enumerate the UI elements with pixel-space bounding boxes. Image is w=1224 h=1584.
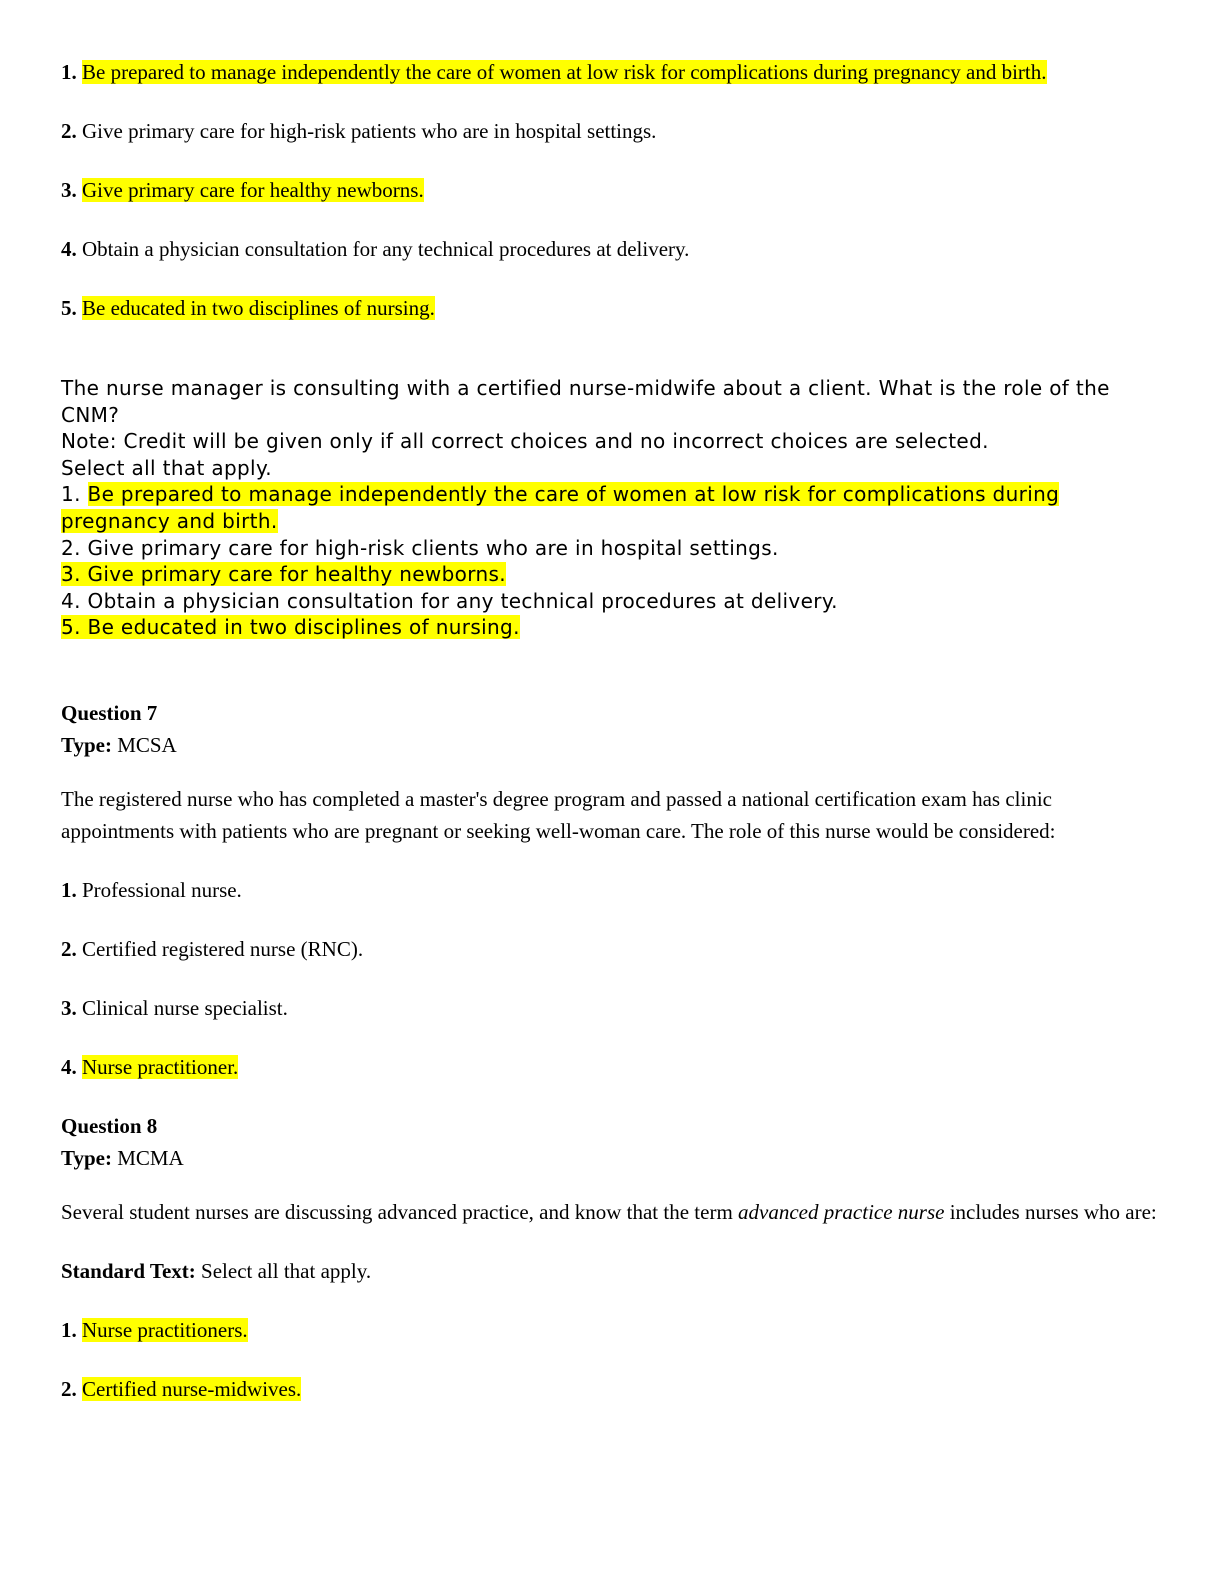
question-stem: The nurse manager is consulting with a certified nurse-midwife about a client. What is the role of the CNM?: [61, 376, 1110, 427]
highlighted-answer: Nurse practitioner.: [82, 1054, 239, 1079]
document-page: [61, 56, 1161, 1405]
option-4: 4. Obtain a physician consultation for any technical procedures at delivery.: [61, 588, 838, 613]
question-8: [61, 1110, 1161, 1405]
question-instruction: Select all that apply.: [61, 455, 273, 480]
standard-text: Standard Text: Select all that apply.: [61, 1258, 372, 1283]
highlighted-answer: Nurse practitioners.: [82, 1317, 248, 1342]
answer-option-4: 4. Nurse practitioner.: [61, 1054, 239, 1079]
highlighted-answer: Be prepared to manage independently the care of women at low risk for complications during pregnancy and birth.: [61, 482, 1060, 533]
highlighted-answer: 3. Give primary care for healthy newborns.: [61, 562, 506, 587]
answer-option-5: 5. Be educated in two disciplines of nursing.: [61, 296, 435, 320]
question-type: Type: MCSA: [61, 732, 177, 757]
option-3: [61, 561, 1161, 588]
answer-option-2: 2. Certified registered nurse (RNC).: [61, 936, 364, 961]
question-stem: The registered nurse who has completed a master's degree program and passed a national certification exam has clinic appointments with patients who are pregnant or seeking well-woman care. The role of this nurse would be considered:: [61, 786, 1056, 843]
option-1: 1. Be prepared to manage independently the care of women at low risk for complications during pregnancy and birth.: [61, 482, 1060, 533]
highlighted-answer: Be prepared to manage independently the care of women at low risk for complications during pregnancy and birth.: [82, 60, 1047, 84]
option-2: 2. Give primary care for high-risk clients who are in hospital settings.: [61, 535, 779, 560]
highlighted-answer: 5. Be educated in two disciplines of nursing.: [61, 615, 520, 640]
answer-option-3: 3. Give primary care for healthy newborns.: [61, 178, 424, 202]
cnm-question-block: [61, 375, 1161, 641]
answer-option-2: 2. Certified nurse-midwives.: [61, 1376, 302, 1401]
question-title: Question 7: [61, 700, 158, 725]
question-type: Type: MCMA: [61, 1145, 184, 1170]
question-7: [61, 697, 1161, 1083]
answer-option-1: 1. Nurse practitioners.: [61, 1317, 248, 1342]
highlighted-answer: Give primary care for healthy newborns.: [82, 178, 424, 202]
question-note: Note: Credit will be given only if all correct choices and no incorrect choices are selected.: [61, 429, 989, 454]
answer-option-3: 3. Clinical nurse specialist.: [61, 995, 288, 1020]
question-stem: Several student nurses are discussing advanced practice, and know that the term advanced practice nurse includes nurses who are:: [61, 1199, 1157, 1224]
option-5: [61, 614, 1161, 641]
answer-option-1: 1. Professional nurse.: [61, 877, 242, 902]
highlighted-answer: Be educated in two disciplines of nursing.: [82, 296, 435, 320]
question-title: Question 8: [61, 1113, 158, 1138]
highlighted-answer: Certified nurse-midwives.: [82, 1376, 302, 1401]
answer-option-4: 4. Obtain a physician consultation for any technical procedures at delivery.: [61, 237, 690, 261]
answer-option-1: 1. Be prepared to manage independently the care of women at low risk for complications during pregnancy and birth.: [61, 60, 1047, 84]
answer-option-2: 2. Give primary care for high-risk patients who are in hospital settings.: [61, 119, 657, 143]
